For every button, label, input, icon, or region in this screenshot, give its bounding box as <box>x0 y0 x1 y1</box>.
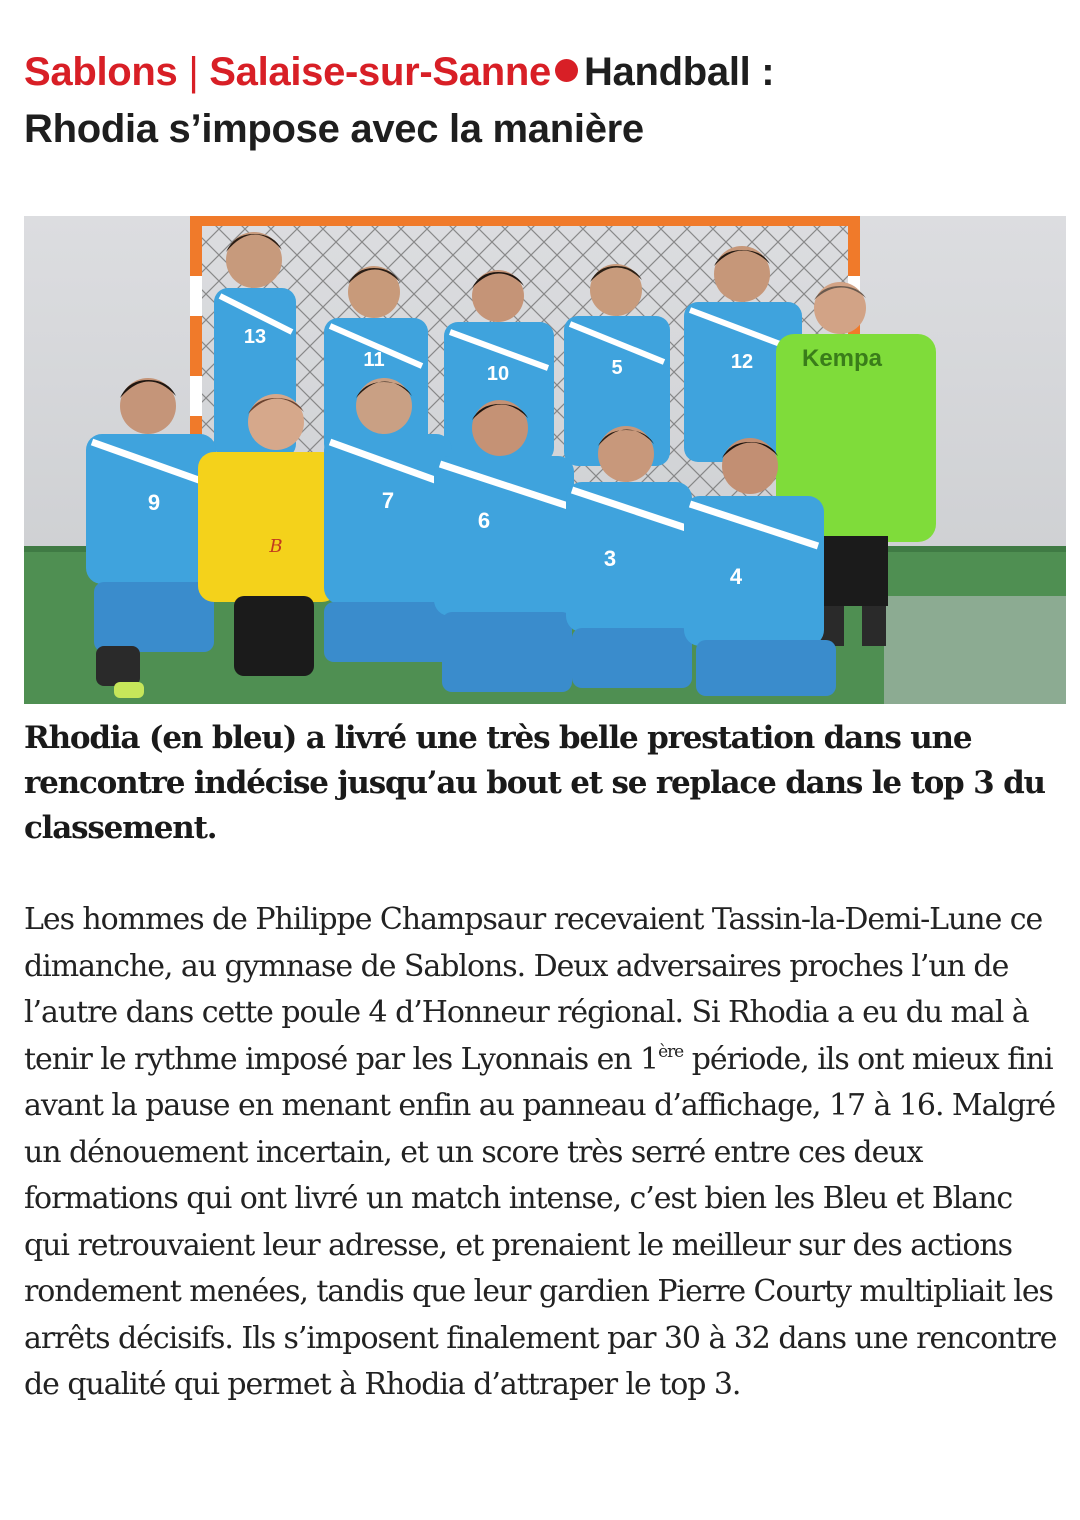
jersey-number: 3 <box>603 546 617 571</box>
headline-separator: | <box>188 50 199 94</box>
jersey-number: 9 <box>147 490 161 515</box>
article-body <box>24 897 1064 1409</box>
article-text-part1: Les hommes de Philippe Champsaur recevaient Tassin-la-Demi-Lune ce dimanche, au gymnase de Sablons. Deux adversaires proches l’un de l’autre dans cette poule 4 d’Honneur régional. Si Rhodia a eu du mal à tenir le rythme imposé par les Lyonnais en 1 <box>24 902 1043 1077</box>
jersey-number: 5 <box>611 357 623 379</box>
jersey-number: 10 <box>486 363 510 385</box>
headline-place-sablons: Sablons <box>24 50 178 94</box>
jersey-number: 6 <box>477 508 491 533</box>
shirt-sponsor: Kempa <box>801 345 883 372</box>
jersey-number: 4 <box>729 564 743 589</box>
team-photo <box>24 216 1066 704</box>
jersey-number: 12 <box>730 351 754 373</box>
photo-caption: Rhodia (en bleu) a livré une très belle prestation dans une rencontre indécise jusqu’au bout et se replace dans le top 3 du classement. <box>24 720 1045 846</box>
svg-text:B: B <box>269 536 283 557</box>
article-headline <box>24 44 1064 158</box>
headline-title: Rhodia s’impose avec la manière <box>24 107 644 151</box>
ordinal-suffix: ère <box>658 1041 684 1062</box>
headline-sport: Handball : <box>583 50 775 94</box>
jersey-number: 13 <box>243 326 267 348</box>
headline-place-salaise: Salaise-sur-Sanne <box>209 50 551 94</box>
jersey-number: 11 <box>363 349 385 371</box>
jersey-number: 7 <box>381 488 395 513</box>
red-bullet-icon <box>555 59 578 82</box>
article-text-part2: période, ils ont mieux fini avant la pause en menant enfin au panneau d’affichage, 17 à 16. Malgré un dénouement incertain, et un score très serré entre ces deux formations qui ont livré un match intense, c’est bien les Bleu et Blanc qui retrouvaient leur adresse, et prenaient le meilleur sur des actions rondement menées, tandis que leur gardien Pierre Courty multipliait les arrêts décisifs. Ils s’imposent finalement par 30 à 32 dans une rencontre de qualité qui permet à Rhodia d’attraper le top 3. <box>24 1041 1057 1402</box>
